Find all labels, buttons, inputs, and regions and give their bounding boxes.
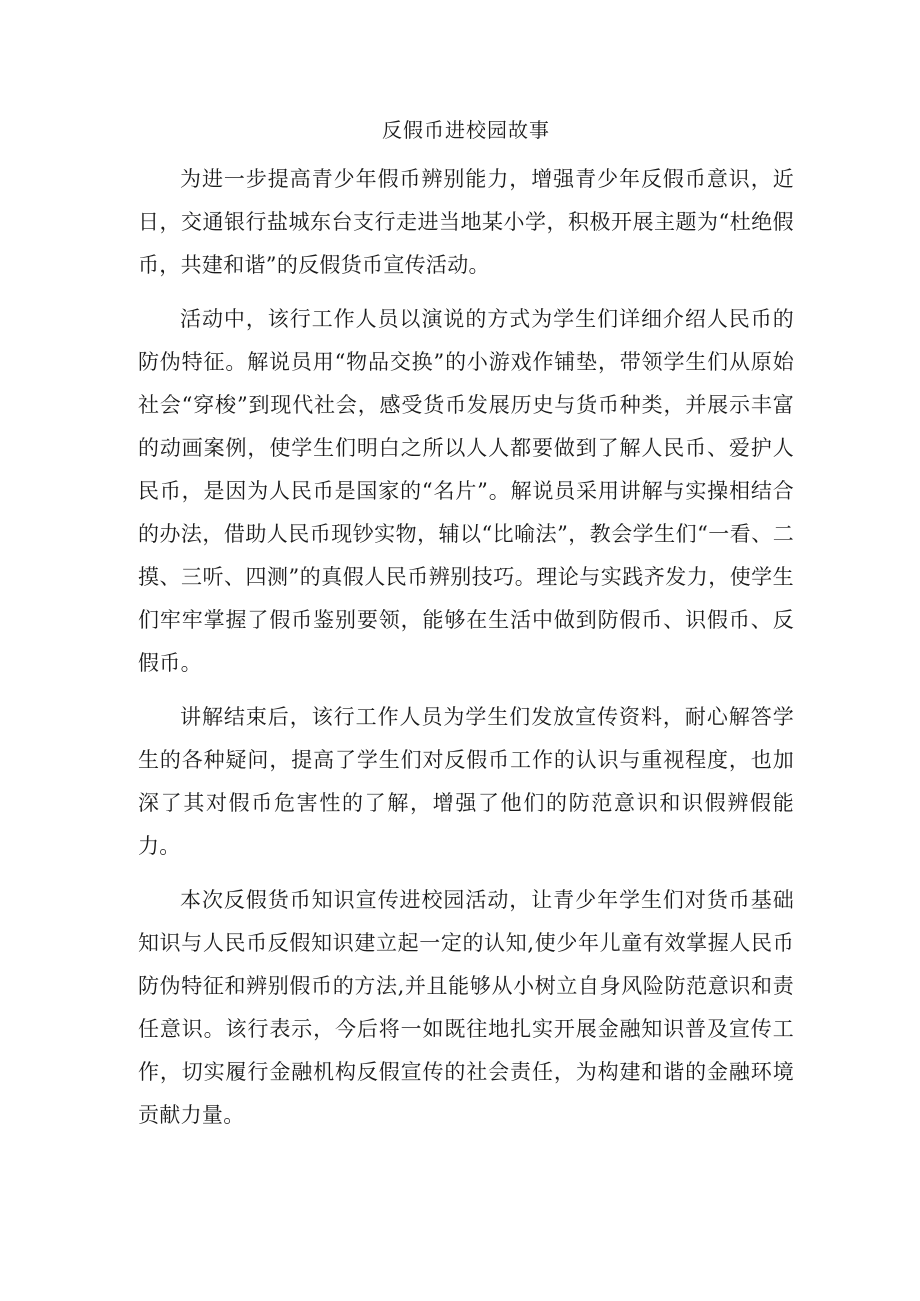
paragraph-4: 本次反假货币知识宣传进校园活动，让青少年学生们对货币基础知识与人民币反假知识建立起一定的认知,使少年儿童有效掌握人民币防伪特征和辨别假币的方法,并且能够从小树立自身风险防范意识和责任意识。该行表示，今后将一如既往地扎实开展金融知识普及宣传工作，切实履行金融机构反假宣传的社会责任，为构建和谐的金融环境贡献力量。 — [138, 888, 794, 1127]
paragraph-3: 讲解结束后，该行工作人员为学生们发放宣传资料，耐心解答学生的各种疑问，提高了学生们对反假币工作的认识与重视程度，也加深了其对假币危害性的了解，增强了他们的防范意识和识假辨假能力。 — [138, 705, 794, 858]
document-body — [138, 112, 794, 1148]
paragraph-2: 活动中，该行工作人员以演说的方式为学生们详细介绍人民币的防伪特征。解说员用“物品交换”的小游戏作铺垫，带领学生们从原始社会“穿梭”到现代社会，感受货币发展历史与货币种类，并展示丰富的动画案例，使学生们明白之所以人人都要做到了解人民币、爱护人民币，是因为人民币是国家的“名片”。解说员采用讲解与实操相结合的办法，借助人民币现钞实物，辅以“比喻法”，教会学生们“一看、二摸、三听、四测”的真假人民币辨别技巧。理论与实践齐发力，使学生们牢牢掌握了假币鉴别要领，能够在生活中做到防假币、识假币、反假币。 — [138, 307, 794, 675]
document-title: 反假币进校园故事 — [382, 118, 550, 142]
paragraph-1: 为进一步提高青少年假币辨别能力，增强青少年反假币意识，近日，交通银行盐城东台支行走进当地某小学，积极开展主题为“杜绝假币，共建和谐”的反假货币宣传活动。 — [138, 167, 794, 277]
